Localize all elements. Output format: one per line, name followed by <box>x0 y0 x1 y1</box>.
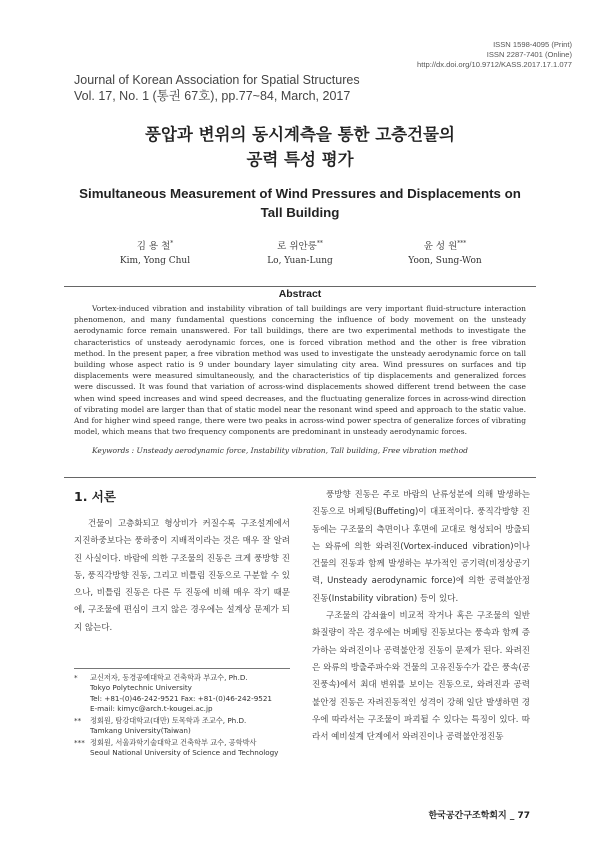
issn-print: ISSN 1598-4095 (Print) <box>493 40 572 49</box>
page-footer: 한국공간구조학회지 _ 77 <box>428 811 530 821</box>
column-left <box>74 516 290 637</box>
footnote-2-line-2: Tamkang University(Taiwan) <box>90 726 191 736</box>
author-2-english: Lo, Yuan-Lung <box>267 256 333 267</box>
volume-line: Vol. 17, No. 1 (통권 67호), pp.77~84, March, 2017 <box>74 89 351 103</box>
english-title <box>40 184 560 222</box>
footnote-1-line-3: Tel: +81-(0)46-242-9521 Fax: +81-(0)46-242-9521 <box>90 693 272 703</box>
footnote-3-line-1: 정회원, 서울과학기술대학교 건축학부 교수, 공학박사 <box>90 738 257 747</box>
footnote-3-line-2: Seoul National University of Science and Technology <box>90 748 279 758</box>
footnote-1-line-2: Tokyo Polytechnic University <box>90 683 192 693</box>
author-2-mark: ** <box>316 240 323 247</box>
footnote-2-mark: ** <box>74 716 82 725</box>
footnote-1 <box>74 673 296 715</box>
author-3-mark: *** <box>457 240 467 247</box>
author-3 <box>370 236 520 269</box>
section-heading-introduction: 1. 서론 <box>74 489 116 504</box>
keywords: Keywords : Unsteady aerodynamic force, Instability vibration, Tall building, Free vibration method <box>92 446 468 455</box>
doi-link[interactable]: http://dx.doi.org/10.9712/KASS.2017.17.1.077 <box>417 60 572 69</box>
english-title-line2: Tall Building <box>260 205 340 220</box>
author-3-english: Yoon, Sung-Won <box>408 256 482 267</box>
english-title-line1: Simultaneous Measurement of Wind Pressures and Displacements on <box>79 186 521 201</box>
korean-title-line2: 공력 특성 평가 <box>246 150 354 169</box>
abstract-heading: Abstract <box>278 288 322 300</box>
intro-paragraph-1: 건물이 고층화되고 형상비가 커질수록 구조설계에서 지진하중보다는 풍하중이 지배적이라는 것은 매우 잘 알려진 사실이다. 바람에 의한 구조물의 진동은 크게 풍방향 진동, 풍직각방향 진동, 그리고 비틀림 진동으로 구분할 수 있으나, 비틀림 진동은 다른 두 진동에 비해 매우 작기 때문에, 구조물에 편심이 크지 않은 경우에는 설계상 문제가 되지 않는다. <box>74 519 290 633</box>
intro-paragraph-2: 풍방향 진동은 주로 바람의 난류성분에 의해 발생하는 진동으로 버페팅(Buffeting)이 대표적이다. 풍직각방향 진동에는 구조물의 측면이나 후면에 교대로 형성되어 방출되는 와류에 의한 와려진(Vortex-induced vibration)이나 건물의 진동과 함께 발생하는 부가적인 공기력(비정상공기력, Unsteady aerodynamic force)에 의한 공력불안정진동(Instability vibration) 등이 있다. <box>312 490 530 604</box>
footnote-1-mark: * <box>74 673 78 682</box>
korean-title <box>0 122 600 172</box>
footnote-3 <box>74 738 296 759</box>
author-1 <box>80 236 230 269</box>
footnote-2-line-1: 정회원, 탐강대학교(대만) 토목학과 조교수, Ph.D. <box>90 716 247 725</box>
author-3-korean: 윤 성 원 <box>423 241 458 253</box>
issn-block <box>312 40 572 70</box>
journal-name: Journal of Korean Association for Spatial Structures <box>74 73 360 87</box>
issn-online: ISSN 2287-7401 (Online) <box>486 50 572 59</box>
abstract-text: Vortex-induced vibration and instability vibration of tall buildings are very important fluid-structure interaction phenomenon, and many fundamental questions concerning the influence of body movement on the unsteady aerodynamic force remain unanswered. For tall buildings, there are two experimental methods to investigate the characteristics of unsteady aerodynamic forces, one is forced vibration method and the other is free vibration method. In the present paper, a free vibration method was used to investigate the unsteady aerodynamic force on tall building whose aspect ratio is 9 under boundary layer simulating city area. Wind pressures on surfaces and tip displacements were measured simultaneously, and the characteristics of tip displacements and generalized forces were discussed. It was found that variation of across-wind displacements showed different trend between the case when wind speed increases and wind speed decreases, and the fluctuating generalize forces in across-wind direction of vibrating model are larger than that of static model near the resonant wind speed and approach to the static value. And for higher wind speed range, there were two peaks in across-wind power spectra of generalize forces of vibrating model, which means that two frequency components are predominant in unsteady aerodynamic forces. <box>74 304 526 437</box>
intro-paragraph-3: 구조물의 감쇠율이 비교적 작거나 혹은 구조물의 일반화질량이 작은 경우에는 버페팅 진동보다는 풍속과 함께 증가하는 와려진이나 공력불안정 진동이 문제가 된다. 와려진은 와류의 방출주파수와 건물의 고유진동수가 같은 풍속(공진풍속)에서 최대 변위를 보이는 진동으로, 와려진과 공력불안정 진동은 자려진동적인 성격이 강해 일단 발생하면 경우에 따라서는 구조물이 파괴될 수 있다는 특징이 있다. 따라서 예비설계 단계에서 와려진이나 공력불안정진동 <box>312 611 530 743</box>
author-1-mark: * <box>170 240 174 247</box>
korean-title-line1: 풍압과 변위의 동시계측을 통한 고층건물의 <box>145 125 455 144</box>
footnote-1-line-1: 교신저자, 동경공예대학교 건축학과 부교수, Ph.D. <box>90 673 248 682</box>
author-2-korean: 로 위안룽 <box>277 241 317 253</box>
footnote-1-email[interactable]: E-mail: kimyc@arch.t-kougei.ac.jp <box>90 704 213 714</box>
author-1-korean: 김 용 철 <box>136 241 171 253</box>
footnote-2 <box>74 716 296 737</box>
column-right <box>312 487 530 746</box>
author-1-english: Kim, Yong Chul <box>119 256 191 267</box>
author-2 <box>225 236 375 269</box>
footnote-3-mark: *** <box>74 738 85 747</box>
journal-info <box>74 72 360 104</box>
footnote-divider <box>74 668 290 669</box>
